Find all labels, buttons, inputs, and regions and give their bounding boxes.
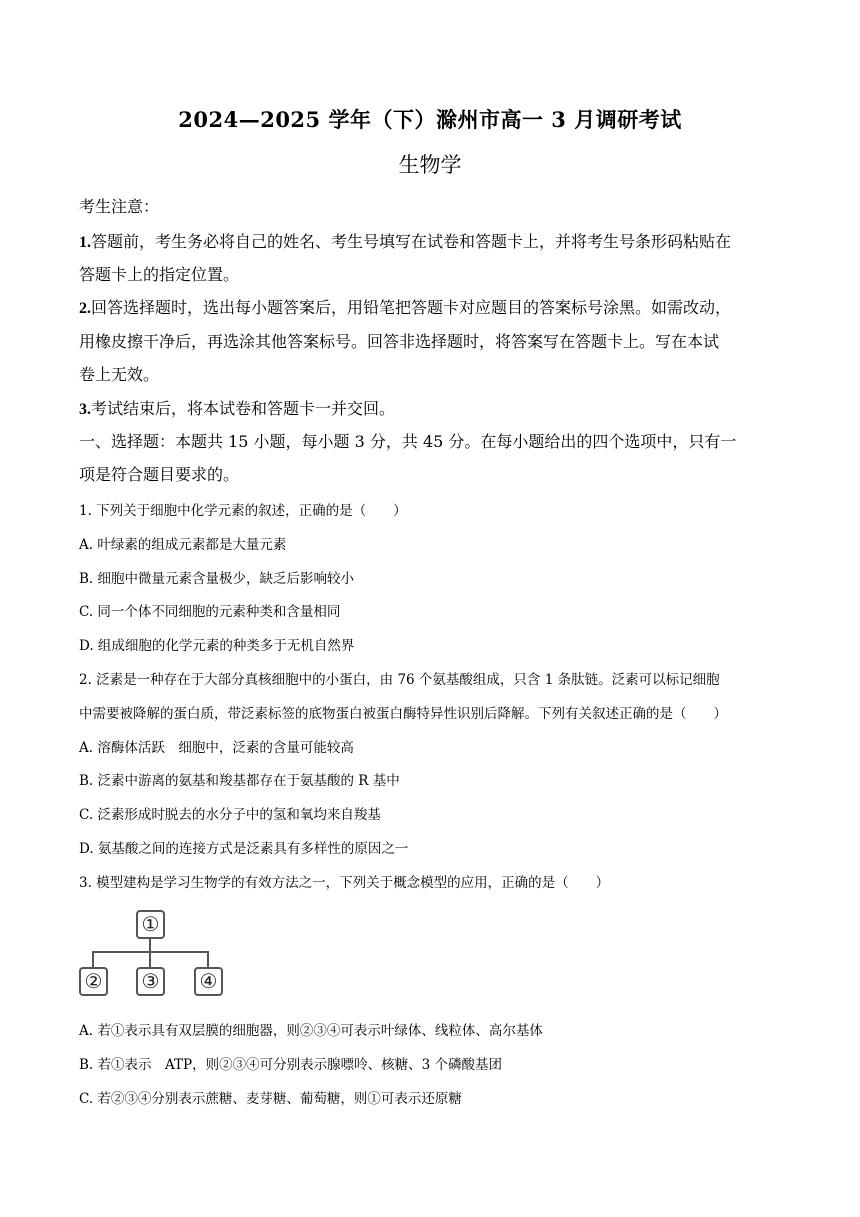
notice-item-2-line-1: 2.回答选择题时，选出每小题答案后，用铅笔把答题卡对应题目的答案标号涂黑。如需改动， <box>79 298 732 317</box>
notice-item-1-line-1: 1.答题前，考生务必将自己的姓名、考生号填写在试卷和答题卡上，并将考生号条形码粘贴在 <box>79 232 732 251</box>
question-2-stem-line-2: 中需要被降解的蛋白质，带泛素标签的底物蛋白被蛋白酶特异性识别后降解。下列有关叙述正确的是（ ） <box>79 706 727 722</box>
question-1-option-b: B. 细胞中微量元素含量极少，缺乏后影响较小 <box>79 571 355 587</box>
question-2-option-a: A. 溶酶体活跃 细胞中，泛素的含量可能较高 <box>79 740 354 756</box>
diagram-connector-stem <box>149 938 151 952</box>
question-1-option-a: A. 叶绿素的组成元素都是大量元素 <box>79 537 287 553</box>
diagram-connector-middle <box>149 951 151 967</box>
section-heading-line-2: 项是符合题目要求的。 <box>79 465 240 484</box>
question-3-stem: 3. 模型建构是学习生物学的有效方法之一，下列关于概念模型的应用，正确的是（ ） <box>79 875 610 891</box>
diagram-node-3: ③ <box>136 967 165 996</box>
question-3-option-a: A. 若①表示具有双层膜的细胞器，则②③④可表示叶绿体、线粒体、高尔基体 <box>79 1023 543 1039</box>
diagram-node-1: ① <box>136 910 165 939</box>
question-2-option-c: C. 泛素形成时脱去的水分子中的氢和氧均来自羧基 <box>79 807 381 823</box>
concept-model-diagram <box>74 904 234 1004</box>
question-2-option-b: B. 泛素中游离的氨基和羧基都存在于氨基酸的 R 基中 <box>79 773 400 789</box>
notice-item-2-line-3: 卷上无效。 <box>79 365 160 384</box>
section-heading-line-1: 一、选择题：本题共 15 小题，每小题 3 分，共 45 分。在每小题给出的四个选项中，只有一 <box>79 432 737 451</box>
notice-item-1-line-2: 答题卡上的指定位置。 <box>79 265 240 284</box>
notice-item-3-line-1: 3.考试结束后，将本试卷和答题卡一并交回。 <box>79 399 396 418</box>
question-2-option-d: D. 氨基酸之间的连接方式是泛素具有多样性的原因之一 <box>79 841 409 857</box>
diagram-connector-left <box>92 951 94 967</box>
diagram-connector-right <box>207 951 209 967</box>
question-1-stem: 1. 下列关于细胞中化学元素的叙述，正确的是（ ） <box>79 503 407 519</box>
question-2-stem-line-1: 2. 泛素是一种存在于大部分真核细胞中的小蛋白，由 76 个氨基酸组成，只含 1 条肽链。泛素可以标记细胞 <box>79 672 720 688</box>
question-3-option-c: C. 若②③④分别表示蔗糖、麦芽糖、葡萄糖，则①可表示还原糖 <box>79 1091 462 1107</box>
diagram-node-4: ④ <box>194 967 223 996</box>
subject-title: 生物学 <box>398 153 462 177</box>
question-1-option-c: C. 同一个体不同细胞的元素种类和含量相同 <box>79 604 341 620</box>
notice-item-2-line-2: 用橡皮擦干净后，再选涂其他答案标号。回答非选择题时，将答案写在答题卡上。写在本试 <box>79 332 720 351</box>
question-1-option-d: D. 组成细胞的化学元素的种类多于无机自然界 <box>79 638 355 654</box>
notice-heading: 考生注意： <box>79 197 160 216</box>
exam-title: 2024—2025 学年（下）滁州市高一 3 月调研考试 <box>178 107 682 132</box>
question-3-option-b: B. 若①表示 ATP，则②③④可分别表示腺嘌呤、核糖、3 个磷酸基团 <box>79 1057 502 1073</box>
diagram-node-2: ② <box>79 967 108 996</box>
